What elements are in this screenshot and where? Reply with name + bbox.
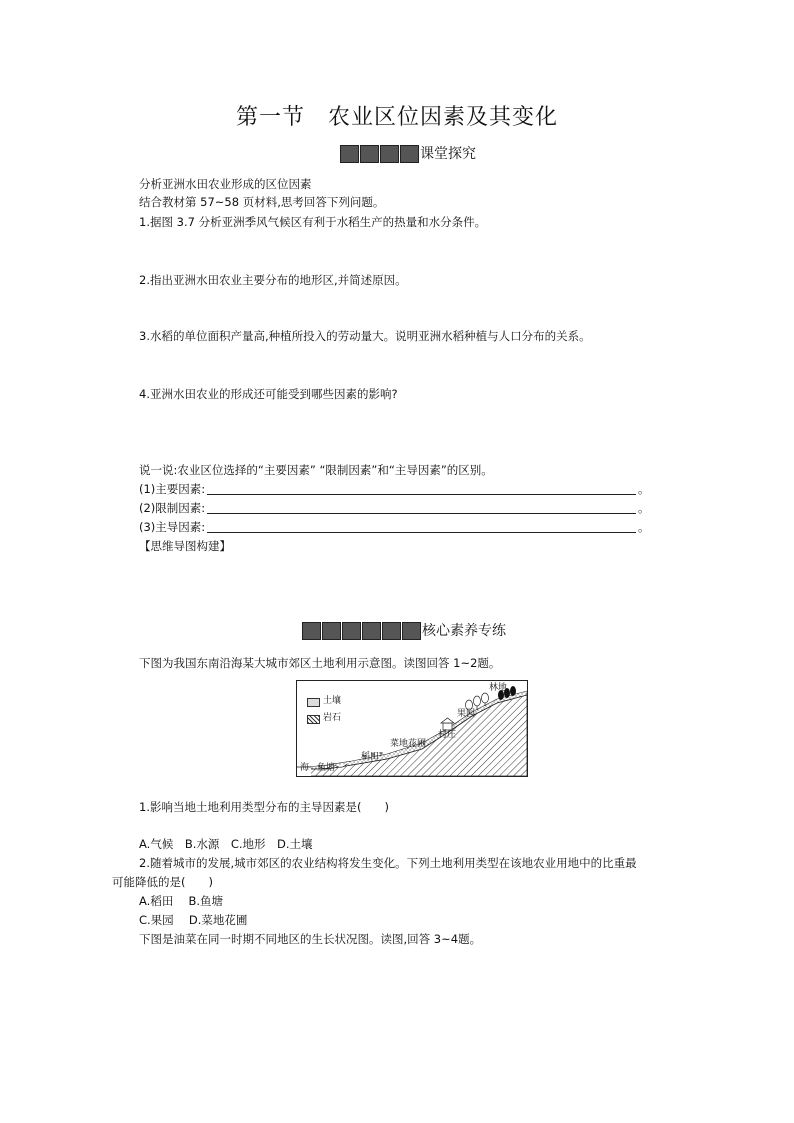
- legend-rock-swatch: [307, 715, 320, 724]
- heading-blocks: [340, 145, 420, 163]
- figure-intro-text: 下图为我国东南沿海某大城市郊区土地利用示意图。读图回答 1~2题。: [139, 656, 501, 670]
- mcq-2-options-cd: C.果园 D.菜地花圃: [139, 913, 248, 927]
- label-village: 村庄: [438, 730, 457, 740]
- legend-soil-swatch: [307, 698, 320, 707]
- legend-rock-label: 岩石: [323, 713, 342, 723]
- mindmap-heading: 【思维导图构建】: [139, 539, 231, 553]
- label-fishpond: 鱼塘: [317, 763, 336, 773]
- label-orchard: 果园: [457, 709, 476, 719]
- legend-soil-label: 土壤: [323, 696, 342, 706]
- topic-text: 分析亚洲水田农业形成的区位因素: [139, 177, 312, 191]
- question-1: 1.据图 3.7 分析亚洲季风气候区有利于水稻生产的热量和水分条件。: [139, 215, 487, 229]
- label-forest: 林地: [489, 683, 508, 693]
- next-figure-intro: 下图是油菜在同一时期不同地区的生长状况图。读图,回答 3~4题。: [139, 932, 482, 946]
- section-heading-label: 课堂探究: [420, 146, 476, 162]
- land-use-figure: [296, 680, 528, 777]
- fill-item-dominant-label: (3)主导因素:: [139, 520, 206, 534]
- question-3: 3.水稻的单位面积产量高,种植所投入的劳动量大。说明亚洲水稻种植与人口分布的关系。: [139, 329, 591, 343]
- fill-item-dominant-end: 。: [638, 520, 650, 534]
- mcq-1-options: A.气候 B.水源 C.地形 D.土壤: [139, 837, 313, 851]
- section-heading-practice: [302, 622, 506, 640]
- section-heading-classroom: [340, 145, 476, 163]
- fill-item-limit-end: 。: [638, 501, 650, 515]
- question-4: 4.亚洲水田农业的形成还可能受到哪些因素的影响?: [139, 387, 398, 401]
- page-title: 第一节 农业区位因素及其变化: [235, 105, 558, 130]
- intro-text: 结合教材第 57~58 页材料,思考回答下列问题。: [139, 195, 385, 209]
- fill-line-dominant[interactable]: [207, 532, 636, 533]
- question-2: 2.指出亚洲水田农业主要分布的地形区,并简述原因。: [139, 273, 407, 287]
- section-heading-label: 核心素养专练: [422, 623, 506, 639]
- fill-item-main-label: (1)主要因素:: [139, 482, 206, 496]
- mcq-2-stem-line1: 2.随着城市的发展,城市郊区的农业结构将发生变化。下列土地利用类型在该地农业用地中的比重最: [139, 856, 637, 870]
- fill-line-main[interactable]: [207, 494, 636, 495]
- heading-blocks: [302, 622, 422, 640]
- fill-item-main-end: 。: [638, 482, 650, 496]
- fill-item-limit-label: (2)限制因素:: [139, 501, 206, 515]
- mcq-2-stem-line2: 可能降低的是( ): [112, 875, 213, 889]
- mcq-1-stem: 1.影响当地土地利用类型分布的主导因素是( ): [139, 800, 389, 814]
- fill-line-limit[interactable]: [207, 513, 636, 514]
- label-vegetable: 菜地花圃: [390, 739, 427, 749]
- mcq-2-options-ab: A.稻田 B.鱼塘: [139, 894, 224, 908]
- discuss-text: 说一说:农业区位选择的“主要因素” “限制因素”和“主导因素”的区别。: [139, 463, 493, 477]
- label-paddy: 稻田: [361, 752, 380, 762]
- label-sea: 海: [300, 763, 310, 773]
